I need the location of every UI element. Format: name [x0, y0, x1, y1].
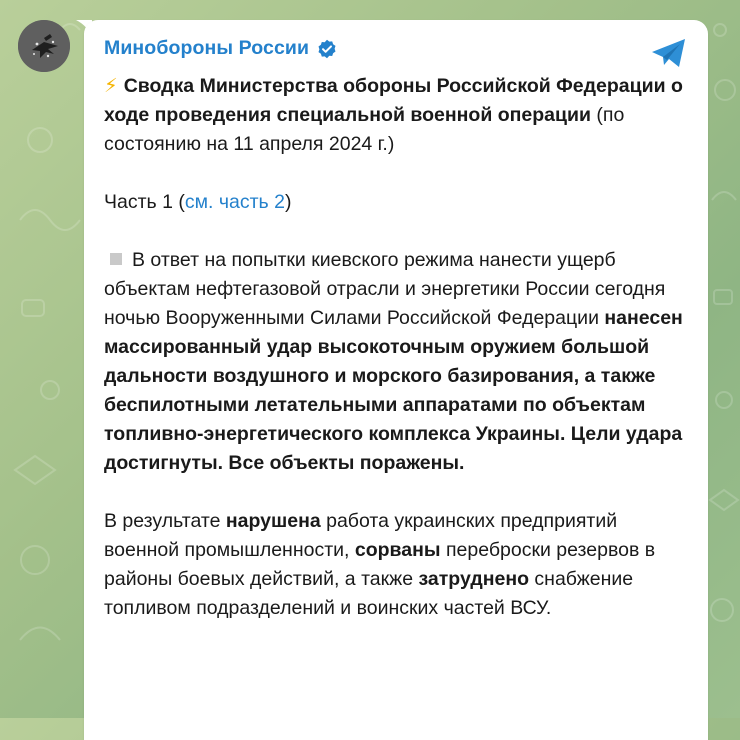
- strike-paragraph: [104, 246, 694, 478]
- result-bold-2: сорваны: [354, 539, 441, 561]
- result-text-4: снабжение топливом подразделений и воинских частей ВСУ.: [104, 568, 634, 619]
- message-header: [104, 37, 337, 60]
- channel-name[interactable]: Минобороны России: [104, 37, 310, 59]
- headline-bold: Сводка Министерства обороны Российской Федерации о ходе проведения специальной военной операции: [104, 75, 683, 126]
- result-paragraph: [104, 507, 694, 623]
- result-bold-3: затруднено: [418, 568, 530, 590]
- verified-badge-icon: [317, 39, 337, 59]
- strike-text-bold: нанесен массированный удар высокоточным оружием большой дальности воздушного и морского базирования, а также беспилотными летательными аппаратами по объектам топливно-энергетического комплекса Украины. Цели удара достигнуты. Все объекты поражены.: [104, 307, 683, 474]
- headline-paragraph: [104, 72, 694, 159]
- part-prefix: Часть 1 (: [104, 191, 185, 213]
- result-bold-1: нарушена: [225, 510, 321, 532]
- aircraft-emblem-icon: [18, 20, 70, 72]
- headline-date: (по состоянию на 11 апреля 2024 г.): [104, 104, 625, 155]
- lightning-icon: ⚡: [104, 75, 118, 97]
- result-text-1: В результате: [104, 510, 226, 532]
- part-suffix: ): [284, 191, 292, 213]
- part-2-link[interactable]: см. часть 2: [184, 191, 285, 213]
- result-text-3: переброски резервов в районы боевых действий, а также: [104, 539, 656, 590]
- message-text: [104, 72, 694, 623]
- strike-text: В ответ на попытки киевского режима нанести ущерб объектам нефтегазовой отрасли и энергетики России сегодня ночью Вооруженными Силами Российской Федерации: [104, 249, 666, 329]
- result-text-2: работа украинских предприятий военной промышленности,: [104, 510, 618, 561]
- channel-avatar[interactable]: [18, 20, 70, 72]
- telegram-share-icon[interactable]: [650, 36, 688, 70]
- message-bubble: [84, 20, 708, 740]
- gray-square-icon: [110, 253, 122, 265]
- part-line: [104, 188, 694, 217]
